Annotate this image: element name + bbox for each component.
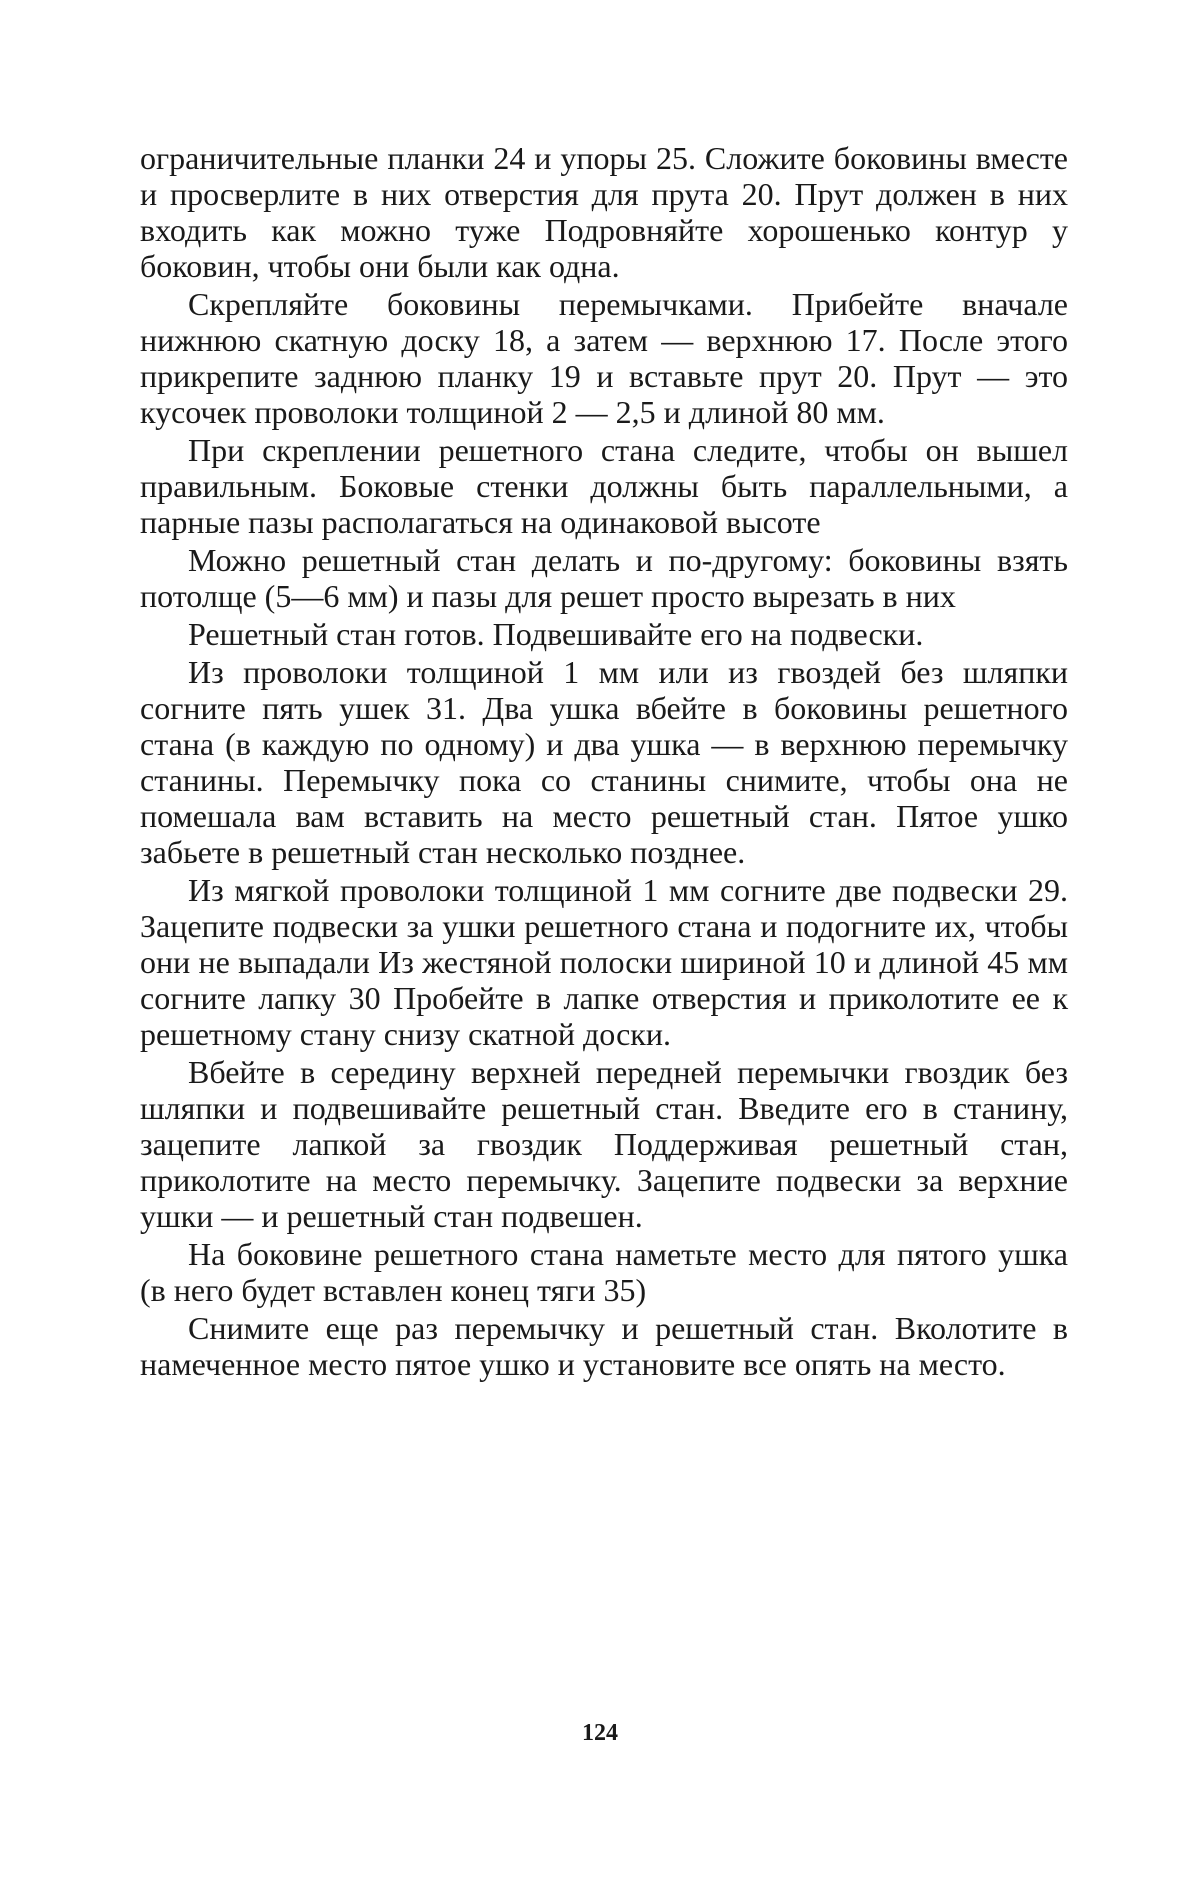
book-page <box>0 0 1200 1880</box>
body-text <box>140 140 1068 1384</box>
page-number: 124 <box>0 1720 1200 1747</box>
paragraph-6: Из проволоки толщиной 1 мм или из гвоздей без шляпки согните пять ушек 31. Два ушка вбейте в боковины решетного стана (в каждую по одному) и два ушка — в верхнюю перемычку станины. Перемычку пока со станины снимите, чтобы она не помешала вам вставить на место решетный стан. Пятое ушко забьете в решетный стан несколько позднее. <box>140 654 1068 870</box>
paragraph-1: ограничительные планки 24 и упоры 25. Сложите боковины вместе и просверлите в них отверстия для прута 20. Прут должен в них входить как можно туже Подровняйте хорошенько контур у боковин, чтобы они были как одна. <box>140 140 1068 284</box>
paragraph-3: При скреплении решетного стана следите, чтобы он вышел правильным. Боковые стенки должны быть параллельными, а парные пазы располагаться на одинаковой высоте <box>140 432 1068 540</box>
paragraph-5: Решетный стан готов. Подвешивайте его на подвески. <box>140 616 1068 652</box>
paragraph-2: Скрепляйте боковины перемычками. Прибейте вначале нижнюю скатную доску 18, а затем — верхнюю 17. После этого прикрепите заднюю планку 19 и вставьте прут 20. Прут — это кусочек проволоки толщиной 2 — 2,5 и длиной 80 мм. <box>140 286 1068 430</box>
paragraph-9: На боковине решетного стана наметьте место для пятого ушка (в него будет вставлен конец тяги 35) <box>140 1236 1068 1308</box>
paragraph-8: Вбейте в середину верхней передней перемычки гвоздик без шляпки и подвешивайте решетный стан. Введите его в станину, зацепите лапкой за гвоздик Поддерживая решетный стан, приколотите на место перемычку. Зацепите подвески за верхние ушки — и решетный стан подвешен. <box>140 1054 1068 1234</box>
paragraph-10: Снимите еще раз перемычку и решетный стан. Вколотите в намеченное место пятое ушко и установите все опять на место. <box>140 1310 1068 1382</box>
paragraph-7: Из мягкой проволоки толщиной 1 мм согните две подвески 29. Зацепите подвески за ушки решетного стана и подогните их, чтобы они не выпадали Из жестяной полоски шириной 10 и длиной 45 мм согните лапку 30 Пробейте в лапке отверстия и приколотите ее к решетному стану снизу скатной доски. <box>140 872 1068 1052</box>
paragraph-4: Можно решетный стан делать и по-другому: боковины взять потолще (5—6 мм) и пазы для решет просто вырезать в них <box>140 542 1068 614</box>
